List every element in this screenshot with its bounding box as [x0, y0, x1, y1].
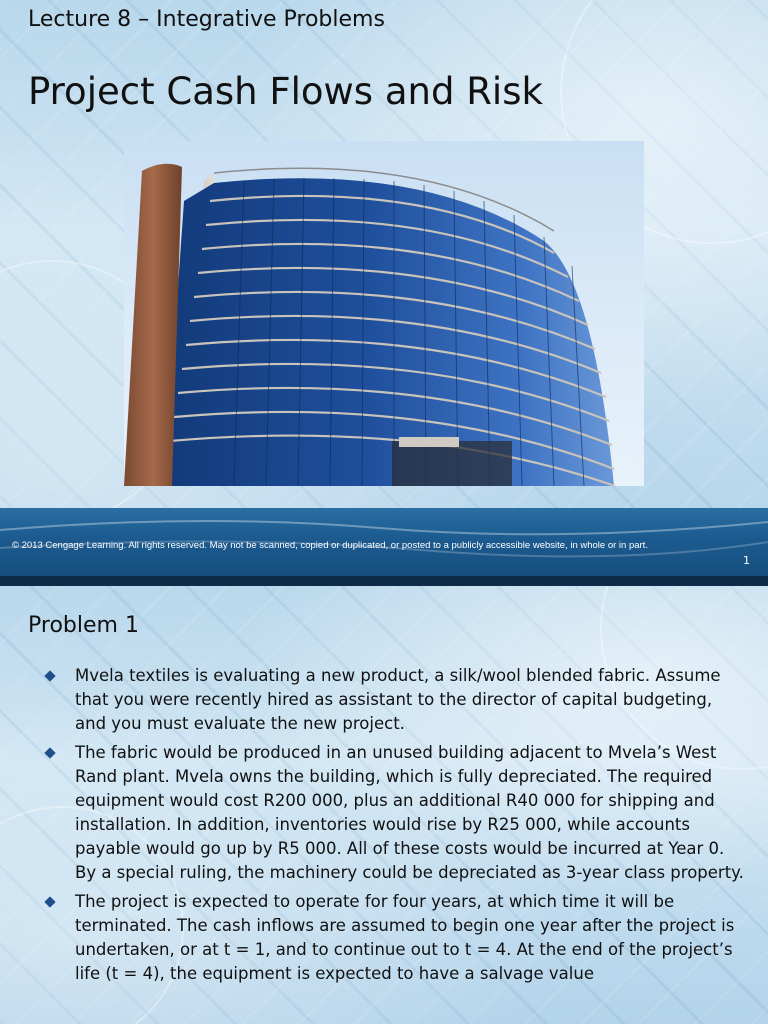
footer-bar	[0, 508, 768, 576]
bullet-text: Mvela textiles is evaluating a new product, a silk/wool blended fabric. Assume that you were recently hired as assistant to the director of capital budgeting, and you must evaluate the new project.	[75, 666, 721, 733]
diamond-bullet-icon	[44, 670, 55, 681]
diamond-bullet-icon	[44, 896, 55, 907]
bullet-text: The fabric would be produced in an unused building adjacent to Mvela’s West Rand plant. Mvela owns the building, which is fully depreciated. The required equipment would cost R200 000, plus an additional R40 000 for shipping and installation. In addition, inventories would rise by R25 000, while accounts payable would go up by R5 000. All of these costs would be incurred at Year 0. By a special ruling, the machinery could be depreciated as 3-year class property.	[75, 743, 744, 882]
list-item	[44, 741, 744, 885]
list-item	[44, 664, 744, 736]
diamond-bullet-icon	[44, 747, 55, 758]
slide-title: Project Cash Flows and Risk	[28, 70, 543, 113]
problem-title: Problem 1	[28, 613, 139, 638]
lecture-title: Lecture 8 – Integrative Problems	[28, 7, 385, 32]
bullet-list	[44, 664, 744, 991]
office-building-photo	[124, 141, 644, 486]
list-item	[44, 890, 744, 986]
slide-2	[0, 586, 768, 1024]
copyright-notice: © 2013 Cengage Learning. All rights reserved. May not be scanned, copied or duplicated, or posted to a publicly accessible website, in whole or in part.	[12, 540, 648, 551]
slide-number: 1	[743, 554, 750, 567]
bullet-text: The project is expected to operate for four years, at which time it will be terminated. The cash inflows are assumed to begin one year after the project is undertaken, or at t = 1, and to continue out to t = 4. At the end of the project’s life (t = 4), the equipment is expected to have a salvage value	[75, 892, 735, 983]
